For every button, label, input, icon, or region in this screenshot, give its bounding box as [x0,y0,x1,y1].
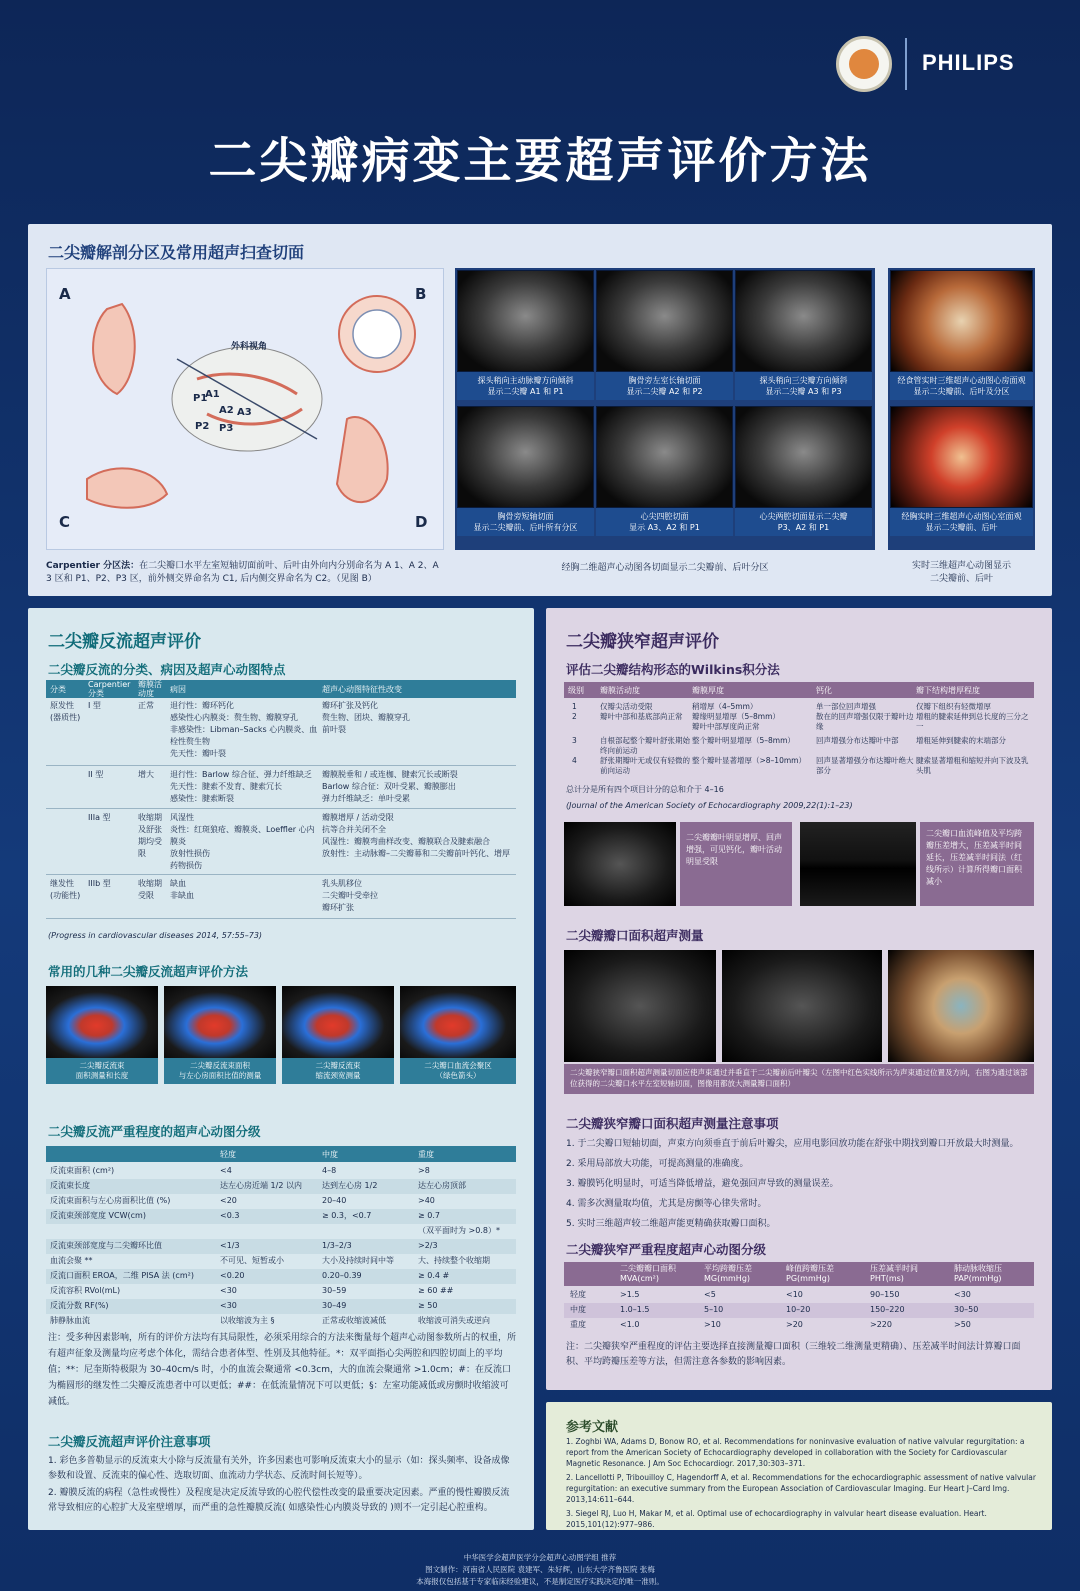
segment-p1: P1 [193,393,208,404]
area-image-1 [564,950,716,1062]
stenosis-col-mg: 平均跨瓣压差 MG(mmHg) [704,1264,752,1283]
regurg-grading-cell: <0.20 [220,1271,245,1280]
method-caption-1: 二尖瓣反流束 面积测量和长度 [46,1058,158,1084]
area-image-3 [888,950,1034,1062]
us-caption-1: 探头稍向主动脉瓣方向倾斜 显示二尖瓣 A1 和 P1 [457,372,594,400]
ultrasound-grid [455,268,875,550]
regurg-grading-cell: 反流容积 RVol(mL) [50,1286,121,1295]
area-notes-title: 二尖瓣狭窄瓣口面积超声测量注意事项 [566,1116,779,1131]
class-table-header [46,680,516,698]
stenosis-grading-cell: 1.0–1.5 [620,1305,650,1314]
class-divider-3 [46,874,516,875]
stenosis-grading-cell: <10 [786,1290,803,1299]
regurgitation-title: 二尖瓣反流超声评价 [48,632,201,652]
regurg-grading-cell: ≥ 0.3，<0.7 [322,1211,372,1220]
logo-divider [905,38,907,90]
wilkins-cell: 增粗的腱索延伸到总长度的三分之一 [916,712,1029,731]
regurg-grading-cell: 30–59 [322,1286,347,1295]
regurg-notes-title: 二尖瓣反流超声评价注意事项 [48,1434,211,1449]
regurg-grading-cell: >2/3 [418,1241,438,1250]
stenosis-col-mva: 二尖瓣瓣口面积 MVA(cm²) [620,1264,676,1283]
wilkins-image-1 [564,822,676,906]
footer-line-2: 图文制作：河南省人民医院 袁建军、朱好辉，山东大学齐鲁医院 张梅 [425,1565,655,1574]
regurg-note-1: 1. 彩色多普勒显示的反流束大小除与反流量有关外，许多因素也可影响反流束大小的显示（如：探头频率、设备成像参数和设置、反流束的偏心性、选取切面、血流动力学状态、反流时间长短等）。 [48,1456,510,1481]
class-col-cause: 病因 [170,685,186,694]
surgical-view-label: 外科视角 [231,342,268,352]
class-divider-1 [46,765,516,766]
page-title: 二尖瓣病变主要超声评价方法 [208,133,872,189]
class-row-3-motion: 收缩期及舒张期均受限 [138,813,162,858]
wilkins-cell: 增粗延伸到腱索的末端部分 [916,736,1006,745]
anatomy-title: 二尖瓣解剖分区及常用超声扫查切面 [48,243,305,262]
class-col-category: 分类 [50,685,66,694]
us-image-4 [457,406,594,508]
wilkins-col-motion: 瓣膜活动度 [600,686,640,695]
regurg-grading-cell: <30 [220,1301,237,1310]
class-row-4-echo: 乳头肌移位 二尖瓣叶受牵拉 瓣环扩张 [322,879,378,912]
regurg-col-moderate: 中度 [322,1150,338,1159]
us-image-6 [735,406,872,508]
regurg-grading-cell: 以收缩波为主 § [220,1316,275,1325]
class-row-2-echo: 瓣膜脱垂和 / 或连枷、腱索冗长或断裂 Barlow 综合征：双叶受累、瓣膜膨出 弹力纤维缺乏：单叶受累 [322,770,458,803]
segment-a1: A1 [205,389,220,400]
regurg-grading-cell: <1/3 [220,1241,240,1250]
regurg-grading-cell: <30 [220,1286,237,1295]
us-summary-caption: 经胸二维超声心动图各切面显示二尖瓣前、后叶分区 [561,563,769,573]
regurg-grading-cell: 达到左心房 1/2 [322,1181,378,1190]
regurg-grading-cell: 反流分数 RF(%) [50,1301,109,1310]
stenosis-grading-cell: 5–10 [704,1305,724,1314]
us-caption-3: 探头稍向三尖瓣方向倾斜 显示二尖瓣 A3 和 P3 [735,372,872,400]
class-row-1-cause: 退行性：瓣环钙化 感染性心内膜炎：赘生物、瓣膜穿孔 非感染性：Libman–Sacks 心内膜炎、血栓性赘生物 先天性：瓣叶裂 [170,701,318,758]
method-image-1 [46,986,158,1058]
us-caption-6: 心尖两腔切面显示二尖瓣 P3、A2 和 P1 [735,508,872,536]
regurg-grading-cell: 不可见、短暂或小 [220,1256,284,1265]
regurg-grading-cell: 反流口面积 EROA，二维 PISA 法 (cm²) [50,1271,194,1280]
regurg-grading-cell: 0.20–0.39 [322,1271,362,1280]
regurg-grading-cell: 30–49 [322,1301,347,1310]
wilkins-cell: 舒张期瓣叶无或仅有轻微的前向运动 [600,756,690,775]
area-caption: 二尖瓣狭窄瓣口面积超声测量切面应使声束通过并垂直于二尖瓣前后叶瓣尖（左图中红色实线所示为声束通过位置及方向，右图为通过该部位获得的二尖瓣口水平左室短轴切面，图像用都放大测量瓣口面积） [564,1064,1034,1094]
3d-caption-2: 经胸实时三维超声心动图心室面观 显示二尖瓣前、后叶 [890,508,1033,536]
class-row-1-motion: 正常 [138,701,154,710]
wilkins-cell: 4 [572,756,577,765]
stenosis-col-pg: 峰值跨瓣压差 PG(mmHg) [786,1264,834,1283]
method-caption-3: 二尖瓣反流束 缩流颈宽测量 [282,1058,394,1084]
regurg-grading-cell: 20–40 [322,1196,347,1205]
wilkins-header [564,682,1034,698]
reference-1: 1. Zoghbi WA, Adams D, Bonow RO, et al. Recommendations for noninvasive evaluation of native valvular regurgitation: a report from the American Society of Echocardiography developed in collaboration with the Society for Cardiovascular Magnetic Resonance. J Am Soc Echocardiogr. 2017,30:303–371. [566,1437,1025,1468]
regurg-grading-cell: 血流会聚 ** [50,1256,93,1265]
wilkins-caption-2: 二尖瓣口血流峰值及平均跨瓣压差增大，压差减半时间延长，压差减半时间法（红线所示）计算所得瓣口面积减小 [920,822,1034,906]
us-image-1 [457,270,594,372]
class-row-4-category: 继发性 (功能性) [50,879,81,900]
regurg-grading-cell: 4–8 [322,1166,337,1175]
classification-title: 二尖瓣反流的分类、病因及超声心动图特点 [48,662,286,677]
stenosis-grading-header [564,1262,1034,1286]
class-row-3-type: IIIa 型 [88,813,111,822]
regurg-grading-cell: 收缩波可消失或逆向 [418,1316,490,1325]
stenosis-col-pht: 压差减半时间 PHT(ms) [870,1264,918,1283]
area-note-3: 3. 瓣膜钙化明显时，可适当降低增益，避免强回声导致的测量误差。 [566,1179,839,1189]
wilkins-cell: 回声增强分布达瓣叶中部 [816,736,899,745]
wilkins-col-subvalvular: 瓣下结构增厚程度 [916,686,980,695]
wilkins-total: 总计分是所有四个项目计分的总和介于 4–16 [566,785,724,794]
regurg-grading-cell: 反流束颈部宽度 VCW(cm) [50,1211,146,1220]
stenosis-grading-cell: >10 [704,1320,721,1329]
class-row-2-type: II 型 [88,770,104,779]
stenosis-grading-cell: 90–150 [870,1290,900,1299]
regurg-grading-stripe [46,1299,516,1314]
3d-image-1 [890,270,1033,372]
stenosis-grading-title: 二尖瓣狭窄严重程度超声心动图分级 [566,1242,767,1257]
panel-letter-b: B [415,285,427,303]
wilkins-cell: 2 [572,712,577,721]
segment-a2: A2 [219,405,234,416]
segment-p2: P2 [195,421,210,432]
wilkins-cell: 瓣叶中部和基底部尚正常 [600,712,683,721]
method-image-4 [400,986,516,1058]
3d-echo-grid [888,268,1035,550]
carpentier-text: 在二尖瓣口水平左室短轴切面前叶、后叶由外向内分别命名为 A 1、A 2、A 3 区和 P1、P2、P3 区，前外侧交界命名为 C1, 后内侧交界命名为 C2。（见图 B） [46,561,439,584]
regurg-col-mild: 轻度 [220,1150,236,1159]
carpentier-caption [46,560,446,586]
regurg-grading-cell: ≥ 60 ## [418,1286,454,1295]
method-image-2 [164,986,276,1058]
regurg-grading-cell: 正常或收缩波减低 [322,1316,386,1325]
3d-caption-1: 经食管实时三维超声心动图心房面观 显示二尖瓣前、后叶及分区 [890,372,1033,400]
method-caption-2: 二尖瓣反流束面积 与左心房面积比值的测量 [164,1058,276,1084]
regurg-grading-cell: <0.3 [220,1211,240,1220]
regurg-grading-note: 注：受多种因素影响，所有的评价方法均有其局限性，必须采用综合的方法来衡量每个超声心动图参数所占的权重，所有超声征象及测量均应考虑个体化，需结合患者体型、性别及其他特征。*：双平面指心尖两腔和四腔切面上的平均值；**：尼奎斯特极限为 30–40cm/s 时，小的血流会聚通常 <0.3cm，大的血流会聚通常 >1.0cm；#：在反流口为椭圆形的继发性二尖瓣反流患者中可以更低；##：在低流量情况下可以更低；§：左室功能减低或房颤时收缩波可减低。 [48,1333,517,1407]
class-row-1-category: 原发性 (器质性) [50,701,81,722]
regurg-grading-cell: 反流束面积 (cm²) [50,1166,115,1175]
regurg-grading-cell: 反流束长度 [50,1181,90,1190]
panel-letter-c: C [59,513,71,531]
wilkins-col-thickness: 瓣膜厚度 [692,686,724,695]
class-row-2-motion: 增大 [138,770,154,779]
footer-line-1: 中华医学会超声医学分会超声心动图学组 推荐 [463,1553,617,1562]
method-image-3 [282,986,394,1058]
regurg-grading-cell: 肺静脉血流 [50,1316,90,1325]
wilkins-col-calcification: 钙化 [816,686,832,695]
method-caption-4: 二尖瓣口血流会聚区 （绿色箭头） [400,1058,516,1084]
class-divider-2 [46,808,516,809]
segment-p3: P3 [219,423,234,434]
class-row-3-cause: 风湿性 炎性：红斑狼疮、瓣膜炎、Loeffler 心内膜炎 放射性损伤 药物损伤 [170,813,315,870]
stenosis-grading-cell: 30–50 [954,1305,979,1314]
stenosis-grading-cell: <5 [704,1290,716,1299]
regurg-grading-cell: >8 [418,1166,430,1175]
stenosis-col-pap: 肺动脉收缩压 PAP(mmHg) [954,1264,1002,1283]
wilkins-cell: 瓣缘明显增厚（5–8mm） 瓣叶中部厚度尚正常 [692,712,780,731]
wilkins-cell: 3 [572,736,577,745]
stenosis-grading-cell: 重度 [570,1320,586,1329]
class-row-1-type: I 型 [88,701,101,710]
wilkins-caption-1: 二尖瓣瓣叶明显增厚、回声增强，可见钙化，瓣叶活动明显受限 [680,822,792,906]
stenosis-grading-cell: 轻度 [570,1290,586,1299]
regurg-grading-cell: 达左心房顶部 [418,1181,466,1190]
regurg-grading-cell: >40 [418,1196,435,1205]
class-col-carpentier: Carpentier 分类 [88,680,131,698]
area-title: 二尖瓣瓣口面积超声测量 [566,928,704,943]
carpentier-label: Carpentier 分区法： [46,561,140,571]
us-caption-2: 胸骨旁左室长轴切面 显示二尖瓣 A2 和 P2 [596,372,733,400]
wilkins-cell: 仅瓣下组织有轻微增厚 [916,702,991,711]
stenosis-grading-cell: >50 [954,1320,971,1329]
wilkins-cell: 稍增厚（4–5mm） [692,702,758,711]
regurg-grading-cell: 反流束面积与左心房面积比值 (%) [50,1196,171,1205]
wilkins-title: 评估二尖瓣结构形态的Wilkins积分法 [566,662,780,677]
stenosis-title: 二尖瓣狭窄超声评价 [566,632,719,652]
class-col-motion: 瓣膜活动度 [138,680,162,698]
panel-letter-a: A [59,285,71,303]
stenosis-grading-cell: 中度 [570,1305,586,1314]
class-row-4-motion: 收缩期受限 [138,879,162,900]
area-note-4: 4. 需多次测量取均值，尤其是房颤等心律失常时。 [566,1199,767,1209]
us-image-3 [735,270,872,372]
wilkins-source: (Journal of the American Society of Echocardiography 2009,22(1):1–23) [566,801,853,810]
hospital-logo-icon [836,36,892,92]
reference-2: 2. Lancellotti P, Tribouilloy C, Hagendorff A, et al. Recommendations for the echocardiographic assessment of native valvular regurgitation: an executive summary from the European Association of Cardiovascular Imaging. Eur Heart J–Card Img. 2013,14:611–644. [566,1473,1036,1504]
stenosis-grading-cell: >20 [786,1320,803,1329]
wilkins-cell: 1 [572,702,577,711]
stenosis-grading-note: 注：二尖瓣狭窄严重程度的评估主要选择直接测量瓣口面积（三维较二维测量更精确）、压差减半时间法计算瓣口面积、平均跨瓣压差等方法，但需注意各参数的影响因素。 [566,1342,1021,1367]
area-note-1: 1. 于二尖瓣口短轴切面，声束方向须垂直于前后叶瓣尖，应用电影回放功能在舒张中期找到瓣口开放最大时测量。 [566,1139,1019,1149]
segment-a3: A3 [237,407,252,418]
area-image-2 [722,950,882,1062]
class-source: (Progress in cardiovascular diseases 2014, 57:55–73) [48,931,263,940]
references-title: 参考文献 [566,1420,619,1435]
wilkins-cell: 自根部起整个瓣叶舒张期始终向前运动 [600,736,690,755]
regurg-grading-cell: ≥ 0.7 [418,1211,440,1220]
us-caption-4: 胸骨旁短轴切面 显示二尖瓣前、后叶所有分区 [457,508,594,536]
regurg-grading-cell: 大小及持续时间中等 [322,1256,394,1265]
regurg-grading-cell: 反流束颈部宽度与二尖瓣环比值 [50,1241,162,1250]
regurg-grading-title: 二尖瓣反流严重程度的超声心动图分级 [48,1124,261,1139]
class-row-4-cause: 缺血 非缺血 [170,879,194,900]
stenosis-grading-cell: 150–220 [870,1305,905,1314]
regurg-grading-cell: ≥ 50 [418,1301,438,1310]
class-divider-4 [46,918,516,919]
class-row-2-cause: 退行性：Barlow 综合征、弹力纤维缺乏 先天性：腱索不发育、腱索冗长 感染性：腱索断裂 [170,770,312,803]
us-image-2 [596,270,733,372]
methods-title: 常用的几种二尖瓣反流超声评价方法 [48,964,249,979]
philips-logo: PHILIPS [922,50,1015,75]
wilkins-cell: 回声显著增强分布达瓣叶绝大部分 [816,756,914,775]
area-note-2: 2. 采用局部放大功能，可提高测量的准确度。 [566,1159,749,1169]
anatomy-diagram [46,268,444,550]
regurg-grading-cell: 1/3–2/3 [322,1241,352,1250]
wilkins-cell: 仅瓣尖活动受限 [600,702,653,711]
area-note-5: 5. 实时三维超声较二维超声能更精确获取瓣口面积。 [566,1219,776,1229]
regurg-col-severe: 重度 [418,1150,434,1159]
stenosis-grading-cell: 10–20 [786,1305,811,1314]
regurg-grading-cell: 达左心房近端 1/2 以内 [220,1181,302,1190]
regurg-grading-cell: （双平面时为 >0.8）* [418,1226,500,1235]
regurg-note-2: 2. 瓣膜反流的病程（急性或慢性）及程度是决定反流导致的心腔代偿性改变的最重要决定因素。严重的慢性瓣膜反流常导致相应的心腔扩大及室壁增厚，而严重的急性瓣膜反流( 如感染性心内膜炎导致的 )则不一定引起心腔重构。 [48,1488,510,1513]
stenosis-grading-cell: >220 [870,1320,892,1329]
class-row-1-echo: 瓣环扩张及钙化 赘生物、团块、瓣膜穿孔 前叶裂 [322,701,410,734]
stenosis-grading-cell: >1.5 [620,1290,640,1299]
us-caption-5: 心尖四腔切面 显示 A3、A2 和 P1 [596,508,733,536]
class-row-4-type: IIIb 型 [88,879,111,888]
wilkins-cell: 散在的回声增强仅限于瓣叶边缘 [816,712,914,731]
class-row-3-echo: 瓣膜增厚 / 活动受限 抗等合并关闭不全 风湿性：瓣膜弯曲样改变、瓣膜联合及腱索融合 放射性：主动脉瓣–二尖瓣幕和二尖瓣前叶钙化、增厚 [322,813,510,858]
regurg-grading-cell: ≥ 0.4 # [418,1271,450,1280]
regurg-grading-cell: 大、持续整个收缩期 [418,1256,490,1265]
panel-letter-d: D [415,513,428,531]
3d-image-2 [890,406,1033,508]
reference-3: 3. Siegel RJ, Luo H, Makar M, et al. Optimal use of echocardiography in valvular heart disease evaluation. Heart. 2015,101(12):977–986. [566,1509,987,1529]
footer-line-3: 本海报仅包括基于专家临床经验建议，不是制定医疗实践决定的唯一准则。 [416,1577,664,1586]
class-col-echo: 超声心动图特征性改变 [322,685,402,694]
regurg-grading-cell: <4 [220,1166,232,1175]
wilkins-cell: 整个瓣叶显著增厚（>8–10mm） [692,756,806,765]
3d-summary-caption: 实时三维超声心动图显示 二尖瓣前、后叶 [911,561,1011,584]
wilkins-image-2 [800,822,916,906]
wilkins-col-grade: 级别 [568,686,584,695]
regurg-grading-header [46,1146,516,1162]
wilkins-cell: 单一部位回声增强 [816,702,876,711]
wilkins-cell: 整个瓣叶明显增厚（5–8mm） [692,736,795,745]
wilkins-cell: 腱索显著增粗和缩短并向下波及乳头肌 [916,756,1029,775]
stenosis-grading-cell: <30 [954,1290,971,1299]
stenosis-grading-cell: <1.0 [620,1320,640,1329]
us-image-5 [596,406,733,508]
regurg-grading-cell: <20 [220,1196,237,1205]
